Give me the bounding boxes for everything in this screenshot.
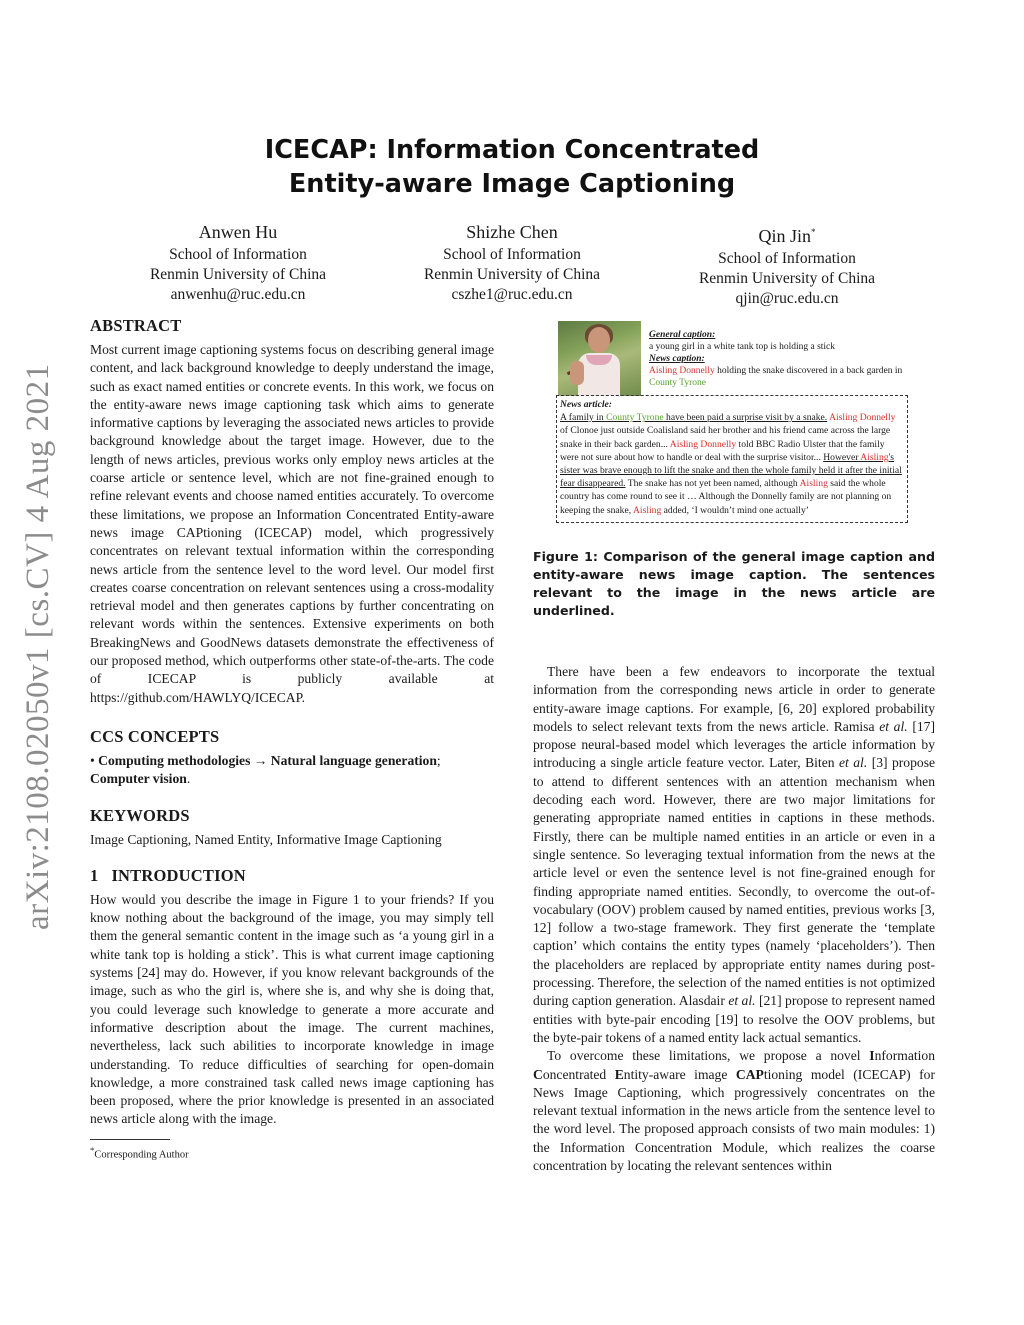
general-caption-text: a young girl in a white tank top is holding a stick [649,342,836,352]
abstract-heading: ABSTRACT [90,316,182,335]
footnote [90,1143,494,1163]
intro-paragraph: How would you describe the image in Figure 1 to your friends? If you know nothing about the background of the image, you may simply tell them the general semantic content in the image such as ‘a young girl in a white tank top is holding a stick’. This is what current image captioning systems [24] may do. However, if you know relevant backgrounds of the image, such as who the girl is, where she is, and why she is doing that, you could leverage such knowledge to generate a more accurate and informative description about the image. The current machines, nevertheless, lack such abilities to incorporate knowledge in image understanding. To reduce difficulties of searching for open-domain knowledge, a more constrained task called news image captioning has been proposed, where the prior knowledge is presented in an associated news article along with the image. [90,891,494,1127]
author-dept: School of Information [169,246,307,263]
photo-arm [570,361,584,385]
article-text: 's sister was brave enough to lift the snake and then the whole family held it after the initial fear disappeared. [560,451,902,490]
entity-name: Aisling Donnelly [829,412,896,424]
title-line-1: ICECAP: Information Concentrated [264,135,760,165]
entity-name: Aisling [633,504,662,516]
section-title: INTRODUCTION [111,865,246,885]
article-text: of Clonoe just outside Coalisland said her brother and his friend came across the large snake in their back garden... [560,425,891,450]
keywords-heading: KEYWORDS [90,805,190,825]
author-1 [108,219,368,305]
paragraph-text: [21] propose to represent named entities with byte-pair encoding [19] to resolve the OOV problems, but the byte-pair tokens of a named entity lack actual semantics. [533,993,935,1045]
et-al: et al. [728,993,756,1009]
arxiv-stamp: arXiv:2108.02050v1 [cs.CV] 4 Aug 2021 [20,363,56,930]
footnote-mark: * [90,1144,95,1155]
intro-paragraph [533,1047,935,1175]
ccs-arrow: → [253,752,268,768]
keywords-text: Image Captioning, Named Entity, Informative Image Captioning [90,831,442,847]
entity-place: County Tyrone [606,412,664,424]
author-name: Qin Jin [758,226,811,246]
author-dept: School of Information [718,250,856,267]
paragraph-text: nformation [874,1048,935,1064]
entity-name: Aisling Donnelly [669,438,737,450]
author-univ: Renmin University of China [149,266,327,283]
caption-comparison [649,329,929,389]
author-name: Anwen Hu [198,222,278,242]
news-photo [558,321,641,396]
right-column [533,316,935,1175]
author-name-row [657,219,917,249]
section-number: 1 [90,865,99,885]
article-text: The snake has not yet been named, although [625,478,800,490]
entity-name: Aisling [860,451,889,463]
author-email[interactable]: cszhe1@ruc.edu.cn [451,286,573,303]
et-al: et al. [879,718,908,734]
ccs-item: Natural language generation [270,752,437,768]
left-column [90,316,494,1162]
author-dept: School of Information [443,246,581,263]
ccs-item: Computing methodologies [98,752,251,768]
paper-title [0,133,1024,201]
acronym-letter: E [614,1066,624,1082]
footnote-rule [90,1139,170,1140]
ccs-heading: CCS CONCEPTS [90,726,220,746]
intro-paragraph [533,663,935,1047]
ccs-end: . [186,771,191,787]
footnote-text: Corresponding Author [94,1149,189,1161]
relevant-sentence [560,412,827,423]
author-name: Shizhe Chen [466,222,558,242]
ccs-text [90,752,494,789]
entity-place: County Tyrone [649,378,706,388]
figure-1 [533,316,935,531]
article-text: added, ‘I wouldn’t mind one actually’ [661,504,809,516]
author-email[interactable]: qjin@ruc.edu.cn [735,290,839,307]
title-line-2: Entity-aware Image Captioning [288,169,736,199]
author-univ: Renmin University of China [698,270,876,287]
corresponding-mark: * [811,227,816,237]
acronym-letter: C [533,1066,543,1082]
news-caption-text [649,365,929,389]
acronym-letter: I [869,1048,875,1064]
ccs-sep: ; [436,752,441,768]
article-text: However [823,451,861,463]
paragraph-text: [17] propose neural-based model which leverages the article information by introducing a single article feature vector. Later, Biten [533,718,935,771]
figure-caption: Figure 1: Comparison of the general image caption and entity-aware news image caption. The sentences relevant to the image in the news article are underlined. [533,549,935,618]
author-2 [382,219,642,305]
general-caption-label: General caption: [649,330,716,340]
paragraph-text: tioning model (ICECAP) for News Image Captioning, which progressively concentrates on the relevant textual information in the news article from the sentence level to the word level. The proposed approach consists of two main modules: 1) the Information Concentration Module, which realizes the coarse concentration by locating the relevant sentences within [533,1066,935,1174]
paragraph-text: ntity-aware image [623,1066,736,1082]
paragraph-text: oncentrated [542,1066,615,1082]
entity-name: Aisling [799,478,828,490]
acronym-letter: CAP [735,1066,764,1082]
paragraph-text: There have been a few endeavors to incorporate the textual information from the corresponding news article in order to generate entity-aware image captions. For example, [6, 20] explored probability models to select relevant texts from the news article. Ramisa [533,664,935,734]
et-al: et al. [839,755,868,771]
author-email[interactable]: anwenhu@ruc.edu.cn [170,286,306,303]
article-text: have been paid a surprise visit by a snake. [663,412,828,424]
news-caption-mid: holding the snake discovered in a back garden in [714,366,903,376]
article-text: said the whole country has come round to see it … Although the Donnelly family are not planning on keeping the snake, [560,478,892,516]
news-article-box [556,395,908,523]
photo-face [588,327,610,353]
news-article-label: News article: [560,399,612,410]
ccs-bullet: • [90,752,95,768]
ccs-item: Computer vision [90,771,187,787]
paragraph-text: To overcome these limitations, we propose a novel [547,1048,870,1064]
article-text: A family in [560,412,607,424]
paragraph-text: [3] propose to attend to different sentences with an attention mechanism when decoding each word. However, there are two major limitations for generating appropriate named entities in captions in these methods. Firstly, there can be multiple named entities in an article or even in a single sentence. So leveraging textual information from the news at the article level or even the sentence level is not fine-grained enough for finding appropriate named entities. Secondly, to overcome the out-of-vocabulary (OOV) problem caused by named entities, previous works [3, 12] follow a two-stage framework. They first generate the ‘template caption’ which contains the entity types (namely ‘placeholders’). Then the placeholders are replaced by appropriate entity names during post-processing. Therefore, the selection of the named entities is not optimized during caption generation. Alasdair [533,755,936,1009]
author-univ: Renmin University of China [423,266,601,283]
article-text: told BBC Radio Ulster that the family were not sure about how to handle or deal with the surprise visitor... [560,438,885,463]
abstract-text: Most current image captioning systems focus on describing general image content, and lack background knowledge to deeply understand the image, such as exact named entities or concrete events. In this work, we focus on the entity-aware news image captioning task which aims to generate informative captions by leveraging the associated news articles to provide background knowledge about the target image. However, due to the length of news articles, previous works only employ news articles at the coarse article or sentence level, which are not fine-grained enough to refine relevant events and choose named entities accurately. To overcome these limitations, we propose an Information Concentrated Entity-aware news image CAPtioning (ICECAP) model, which progressively concentrates on relevant textual information within the corresponding news article from the sentence level to the word level. Our model first creates coarse concentration on relevant sentences using a cross-modality retrieval model and then generates captions by further concentrating on relevant words within the sentences. Extensive experiments on both BreakingNews and GoodNews datasets demonstrate the effectiveness of our proposed method, which outperforms other state-of-the-arts. The code of ICECAP is publicly available at https://github.com/HAWLYQ/ICECAP. [90,342,494,705]
entity-name: Aisling Donnelly [649,366,715,376]
author-3 [657,219,917,309]
news-caption-label: News caption: [649,354,705,364]
intro-heading [90,866,494,886]
